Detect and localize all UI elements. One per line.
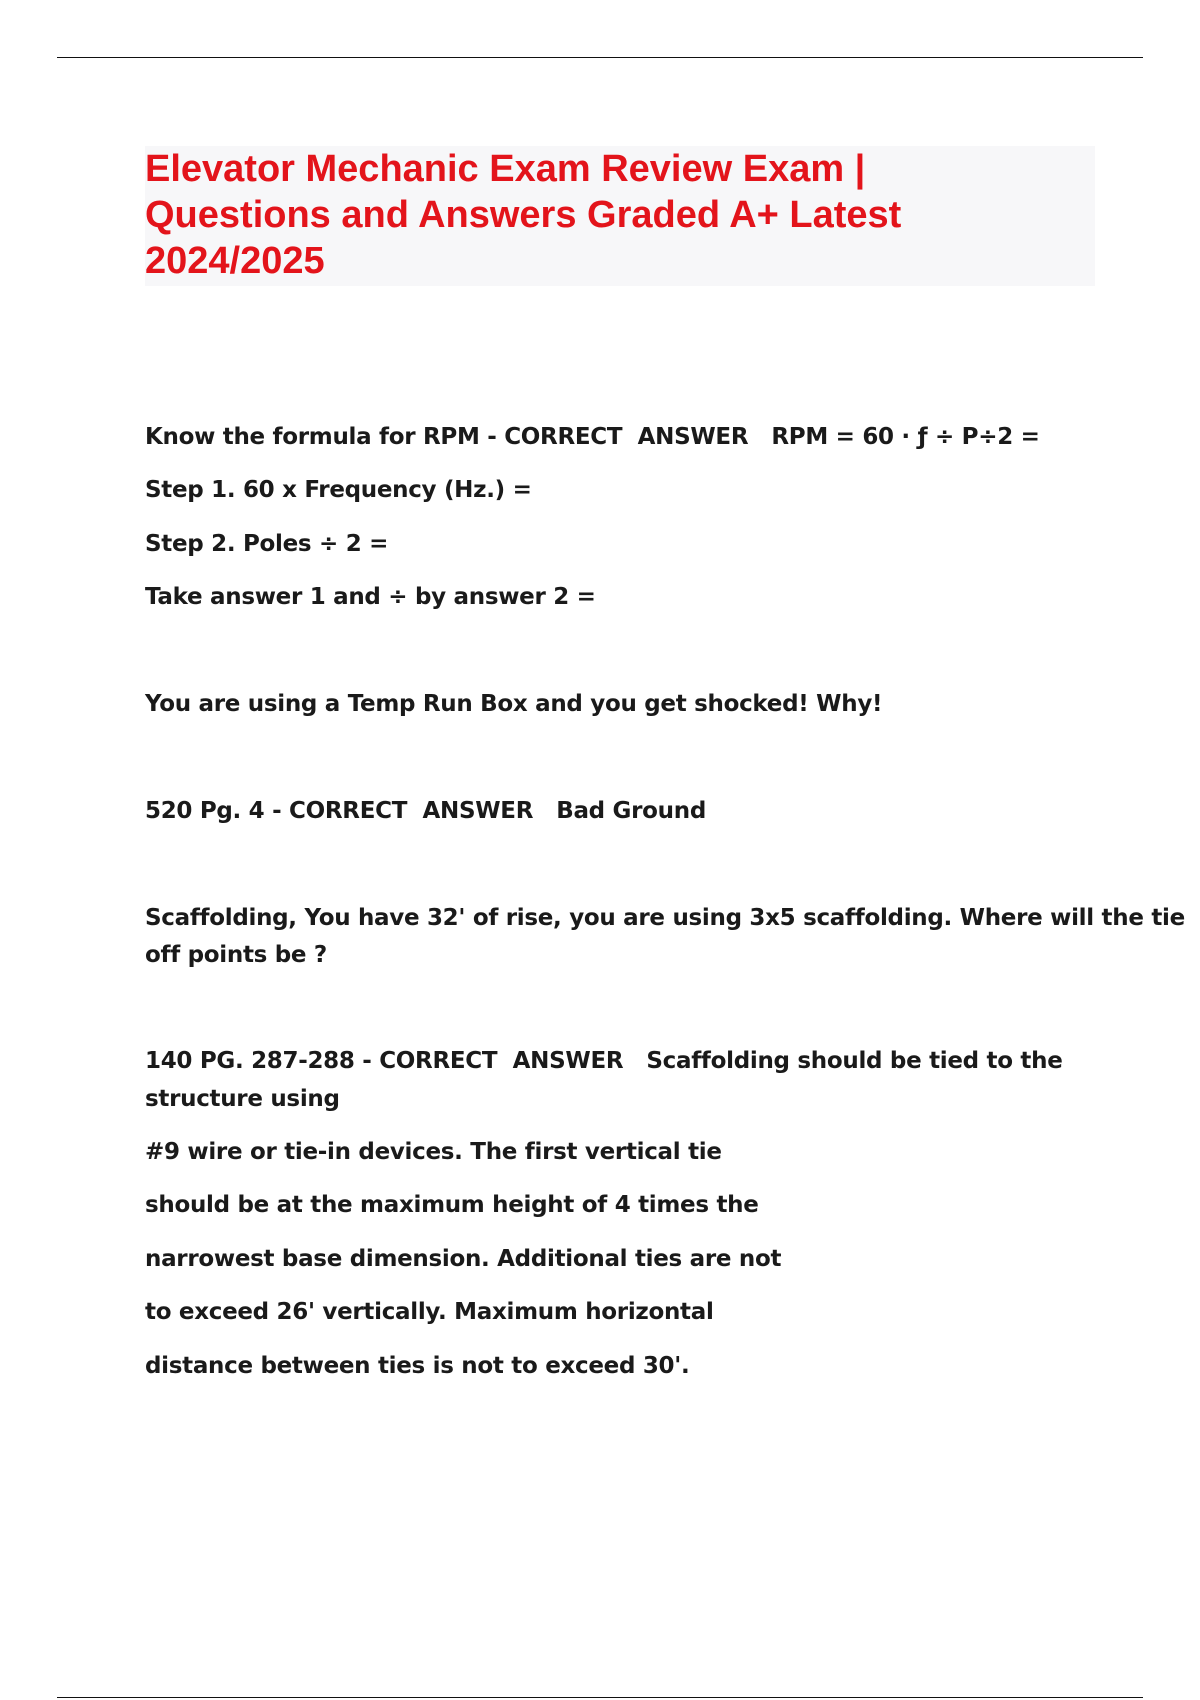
temp-run-box-answer: 520 Pg. 4 - CORRECT ANSWER Bad Ground <box>145 798 706 824</box>
top-rule <box>57 57 1143 58</box>
scaffolding-answer-line-6: to exceed 26' vertically. Maximum horizontal <box>145 1299 714 1325</box>
rpm-step-3: Take answer 1 and ÷ by answer 2 = <box>145 584 596 610</box>
scaffolding-answer-line-4: should be at the maximum height of 4 times the <box>145 1192 759 1218</box>
scaffolding-answer-line-3: #9 wire or tie-in devices. The first vertical tie <box>145 1139 722 1165</box>
document-title: Elevator Mechanic Exam Review Exam | Questions and Answers Graded A+ Latest 2024/2025 <box>145 148 902 282</box>
rpm-step-1: Step 1. 60 x Frequency (Hz.) = <box>145 477 532 503</box>
title-banner <box>145 146 1095 286</box>
scaffolding-answer-line-2: structure using <box>145 1086 340 1112</box>
temp-run-box-question: You are using a Temp Run Box and you get shocked! Why! <box>145 691 883 717</box>
rpm-question: Know the formula for RPM - CORRECT ANSWER RPM = 60 · ƒ ÷ P÷2 = <box>145 424 1040 450</box>
scaffolding-question-line-1: Scaffolding, You have 32' of rise, you are using 3x5 scaffolding. Where will the tie <box>145 905 1185 931</box>
scaffolding-question-line-2: off points be ? <box>145 942 327 968</box>
bottom-rule <box>57 1697 1143 1698</box>
scaffolding-answer-line-1: 140 PG. 287-288 - CORRECT ANSWER Scaffolding should be tied to the <box>145 1048 1063 1074</box>
rpm-step-2: Step 2. Poles ÷ 2 = <box>145 531 389 557</box>
scaffolding-answer-line-5: narrowest base dimension. Additional ties are not <box>145 1246 782 1272</box>
scaffolding-answer-line-7: distance between ties is not to exceed 30'. <box>145 1353 690 1379</box>
